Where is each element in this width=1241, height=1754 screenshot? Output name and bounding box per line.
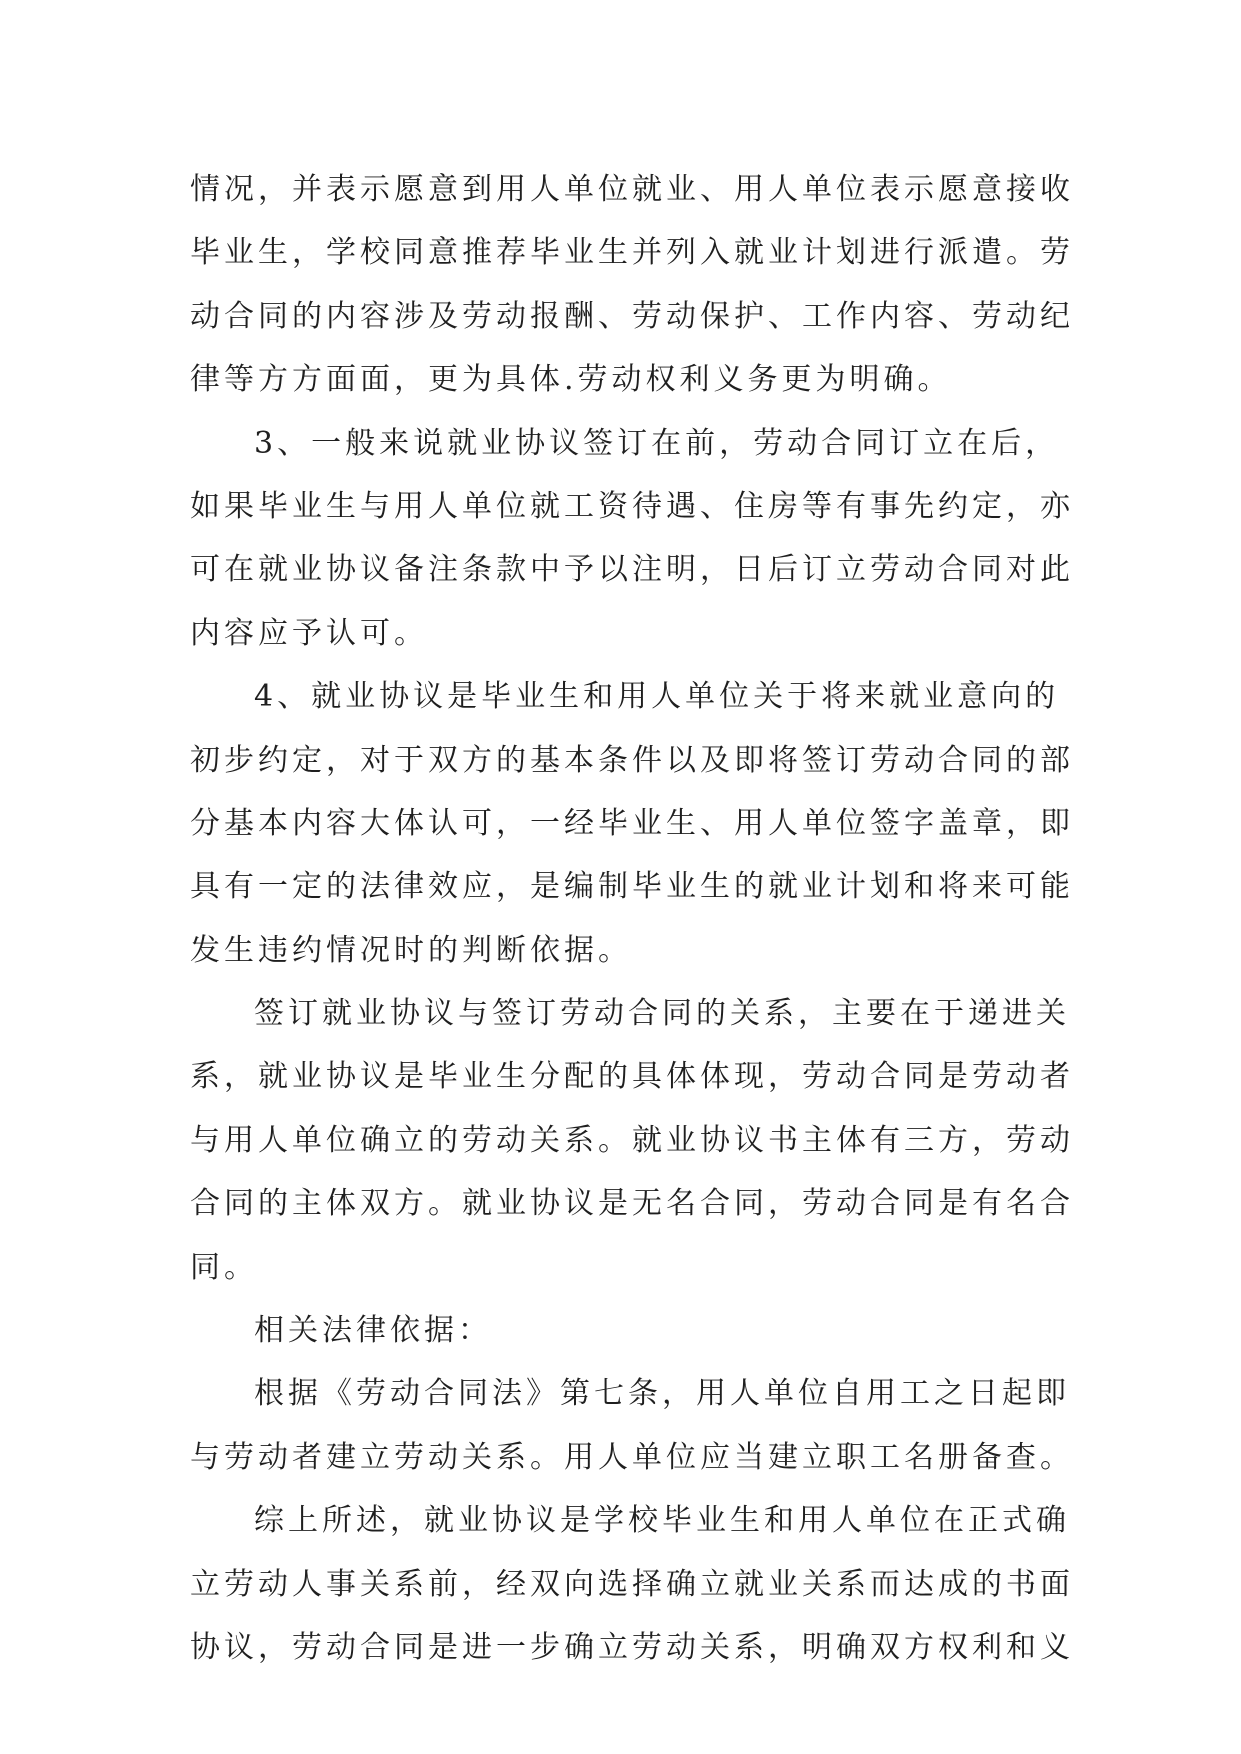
text-line: 毕业生，学校同意推荐毕业生并列入就业计划进行派遣。劳 [190,235,1074,271]
text-line: 系，就业协议是毕业生分配的具体体现，劳动合同是劳动者 [190,1059,1074,1095]
text-line: 立劳动人事关系前，经双向选择确立就业关系而达成的书面 [190,1566,1074,1602]
paragraph-start-line: 4、就业协议是毕业生和用人单位关于将来就业意向的 [254,679,1060,715]
body-text [190,158,1074,1679]
text-line: 与劳动者建立劳动关系。用人单位应当建立职工名册备查。 [190,1439,1074,1475]
text-line: 协议，劳动合同是进一步确立劳动关系，明确双方权利和义 [190,1629,1074,1665]
text-line: 发生违约情况时的判断依据。 [190,932,632,968]
paragraph-start-line: 相关法律依据： [254,1313,492,1349]
text-line: 律等方方面面，更为具体.劳动权利义务更为明确。 [190,362,952,398]
text-line: 内容应予认可。 [190,615,428,651]
text-line: 分基本内容大体认可，一经毕业生、用人单位签字盖章，即 [190,805,1074,841]
text-line: 可在就业协议备注条款中予以注明，日后订立劳动合同对此 [190,552,1074,588]
text-line: 动合同的内容涉及劳动报酬、劳动保护、工作内容、劳动纪 [190,298,1074,334]
text-line: 合同的主体双方。就业协议是无名合同，劳动合同是有名合 [190,1186,1074,1222]
paragraph-start-line: 根据《劳动合同法》第七条，用人单位自用工之日起即 [254,1376,1070,1412]
text-line: 与用人单位确立的劳动关系。就业协议书主体有三方，劳动 [190,1122,1074,1158]
paragraph-start-line: 签订就业协议与签订劳动合同的关系，主要在于递进关 [254,996,1070,1032]
text-line: 具有一定的法律效应，是编制毕业生的就业计划和将来可能 [190,869,1074,905]
text-line: 情况，并表示愿意到用人单位就业、用人单位表示愿意接收 [190,172,1074,207]
paragraph-start-line: 综上所述，就业协议是学校毕业生和用人单位在正式确 [254,1503,1070,1539]
text-line: 如果毕业生与用人单位就工资待遇、住房等有事先约定，亦 [190,488,1074,524]
paragraph-start-line: 3、一般来说就业协议签订在前，劳动合同订立在后， [254,425,1060,461]
text-line: 同。 [190,1249,258,1285]
text-line: 初步约定，对于双方的基本条件以及即将签订劳动合同的部 [190,742,1074,778]
